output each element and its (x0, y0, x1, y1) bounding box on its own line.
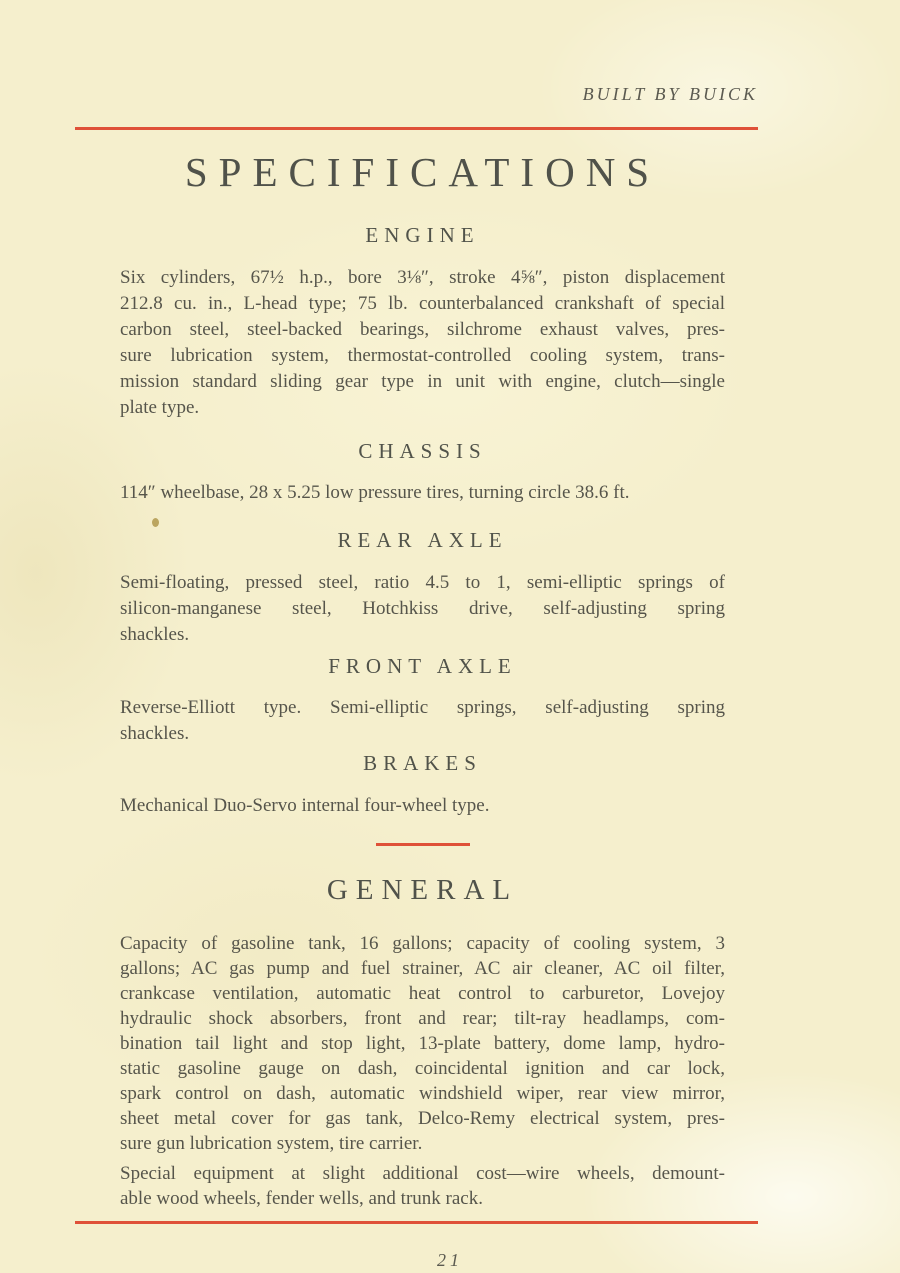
top-red-rule (75, 127, 758, 130)
section-heading-rear-axle: REAR AXLE (337, 528, 508, 553)
text-line: silicon-manganese steel, Hotchkiss drive, self-adjusting spring (120, 597, 725, 619)
header-brand: BUILT BY BUICK (582, 84, 758, 104)
bottom-red-rule (75, 1221, 758, 1224)
page-number: 21 (437, 1249, 463, 1270)
text-line: bination tail light and stop light, 13-plate battery, dome lamp, hydro- (120, 1032, 725, 1054)
text-line: Reverse-Elliott type. Semi-elliptic springs, self-adjusting spring (120, 697, 725, 719)
text-line: 212.8 cu. in., L-head type; 75 lb. counterbalanced crankshaft of special (120, 292, 725, 314)
section-heading-general: GENERAL (326, 873, 519, 906)
text-line: shackles. (120, 723, 190, 745)
engine-paragraph (120, 265, 725, 421)
text-line: sure gun lubrication system, tire carrier. (120, 1132, 423, 1154)
text-line: Semi-floating, pressed steel, ratio 4.5 to 1, semi-elliptic springs of (120, 571, 725, 593)
text-line: spark control on dash, automatic windshield wiper, rear view mirror, (120, 1082, 725, 1104)
section-heading-engine: ENGINE (365, 223, 480, 248)
text-line: plate type. (120, 396, 200, 418)
text-line: static gasoline gauge on dash, coincidental ignition and car lock, (120, 1057, 725, 1079)
text-line: hydraulic shock absorbers, front and rear; tilt-ray headlamps, com- (120, 1007, 725, 1029)
general-paragraph-2 (120, 1161, 725, 1211)
section-heading-brakes: BRAKES (363, 751, 482, 776)
text-line: Capacity of gasoline tank, 16 gallons; capacity of cooling system, 3 (120, 932, 725, 954)
text-line: mission standard sliding gear type in unit with engine, clutch—single (120, 370, 725, 392)
section-heading-chassis: CHASSIS (358, 438, 487, 463)
general-section-divider (376, 843, 470, 846)
page-title: SPECIFICATIONS (184, 149, 661, 195)
text-line: carbon steel, steel-backed bearings, silchrome exhaust valves, pres- (120, 318, 725, 340)
front-axle-paragraph (120, 695, 725, 747)
text-line: Special equipment at slight additional cost—wire wheels, demount- (120, 1162, 725, 1184)
text-line: sheet metal cover for gas tank, Delco-Remy electrical system, pres- (120, 1107, 725, 1129)
text-line: shackles. (120, 623, 190, 645)
text-line: crankcase ventilation, automatic heat control to carburetor, Lovejoy (120, 982, 725, 1004)
text-line: able wood wheels, fender wells, and trunk rack. (120, 1187, 483, 1209)
text-line: Six cylinders, 67½ h.p., bore 3⅛″, stroke 4⅝″, piston displacement (120, 266, 725, 288)
rear-axle-paragraph (120, 570, 725, 648)
paper-speck (152, 518, 159, 527)
text-line: sure lubrication system, thermostat-controlled cooling system, trans- (120, 344, 725, 366)
section-heading-front-axle: FRONT AXLE (328, 653, 517, 678)
text-line: 114″ wheelbase, 28 x 5.25 low pressure tires, turning circle 38.6 ft. (120, 482, 630, 504)
chassis-paragraph (120, 480, 725, 506)
text-line: Mechanical Duo-Servo internal four-wheel type. (120, 794, 490, 816)
brakes-paragraph (120, 793, 725, 819)
text-line: gallons; AC gas pump and fuel strainer, AC air cleaner, AC oil filter, (120, 957, 725, 979)
general-paragraph-1 (120, 931, 725, 1156)
